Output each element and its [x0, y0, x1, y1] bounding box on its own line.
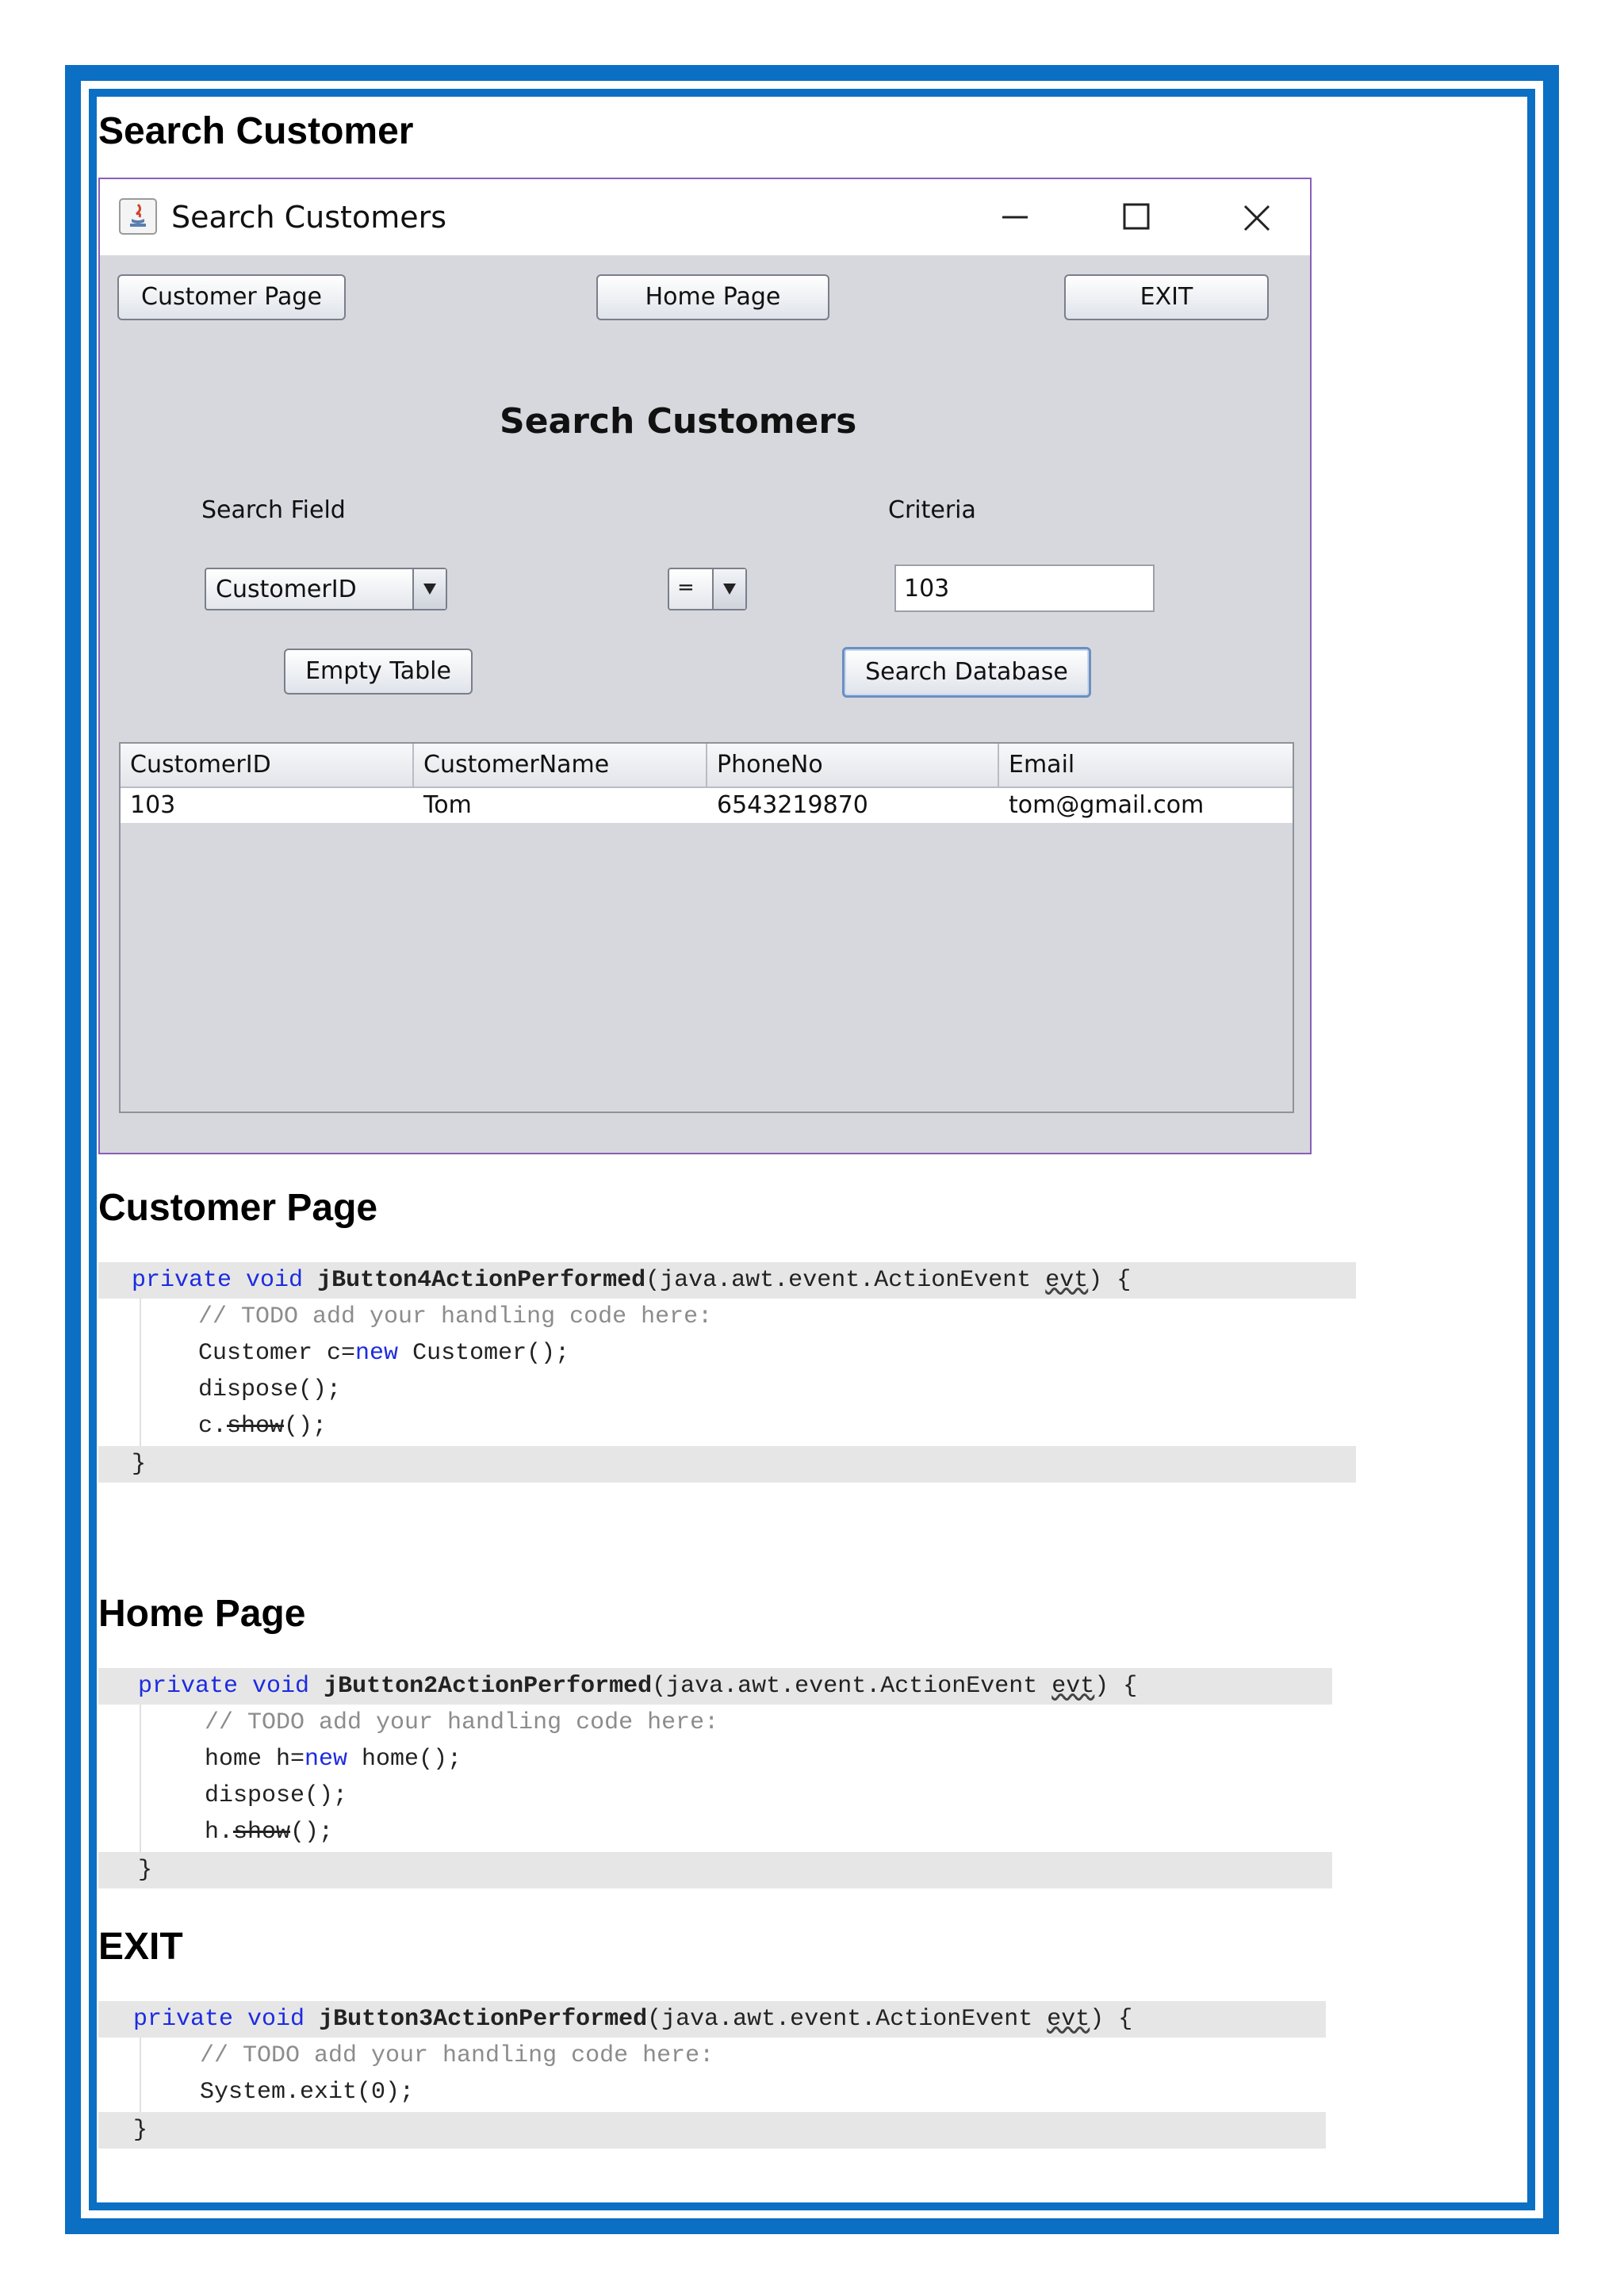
- empty-table-button[interactable]: Empty Table: [284, 649, 473, 695]
- operator-selected: =: [677, 576, 695, 599]
- search-customers-window: [98, 178, 1312, 1154]
- cell-customerid: 103: [130, 791, 176, 819]
- code-line: System.exit(0);: [200, 2079, 415, 2106]
- chevron-down-icon: [421, 580, 439, 598]
- chevron-down-icon: [721, 580, 738, 598]
- code-line: private void jButton2ActionPerformed(java.awt.event.ActionEvent evt) {: [138, 1673, 1138, 1700]
- code-line: }: [132, 1451, 147, 1478]
- operator-dropdown[interactable]: [668, 568, 747, 610]
- search-database-button[interactable]: Search Database: [842, 647, 1091, 698]
- search-field-selected: CustomerID: [216, 576, 357, 603]
- code-line: }: [133, 2117, 148, 2144]
- home-page-button[interactable]: Home Page: [596, 274, 829, 320]
- column-header-customername[interactable]: CustomerName: [414, 744, 707, 786]
- table-header: [121, 744, 1293, 788]
- code-line: dispose();: [205, 1782, 348, 1809]
- column-header-phoneno[interactable]: PhoneNo: [707, 744, 999, 786]
- cell-phoneno: 6543219870: [717, 791, 868, 819]
- cell-customername: Tom: [423, 791, 472, 819]
- code-block-exit: [98, 2001, 1326, 2149]
- dropdown-arrow[interactable]: [712, 569, 745, 609]
- criteria-label: Criteria: [888, 496, 976, 524]
- code-comment: // TODO add your handling code here:: [198, 1303, 713, 1330]
- code-block-home: [98, 1668, 1332, 1888]
- code-line: c.show();: [198, 1413, 327, 1440]
- code-line: Customer c=new Customer();: [198, 1340, 570, 1367]
- code-comment: // TODO add your handling code here:: [205, 1709, 719, 1736]
- code-line: home h=new home();: [205, 1746, 462, 1773]
- section-heading-home: Home Page: [98, 1593, 306, 1635]
- section-heading-customer: Customer Page: [98, 1187, 378, 1229]
- criteria-input[interactable]: [896, 566, 1153, 610]
- code-comment: // TODO add your handling code here:: [200, 2042, 714, 2069]
- results-table: [119, 742, 1294, 1113]
- table-row[interactable]: [121, 788, 1293, 823]
- column-header-email[interactable]: Email: [1009, 751, 1075, 779]
- search-field-label: Search Field: [201, 496, 346, 524]
- code-block-customer: [98, 1262, 1356, 1483]
- code-line: private void jButton3ActionPerformed(java.awt.event.ActionEvent evt) {: [133, 2006, 1133, 2033]
- form-heading: Search Customers: [500, 401, 857, 442]
- exit-button[interactable]: EXIT: [1064, 274, 1269, 320]
- search-field-dropdown[interactable]: [205, 568, 447, 610]
- code-line: dispose();: [198, 1376, 342, 1403]
- cell-email: tom@gmail.com: [1009, 791, 1205, 819]
- title-bar[interactable]: [100, 179, 1310, 255]
- section-heading-search: Search Customer: [98, 110, 414, 152]
- java-app-icon: [119, 198, 157, 235]
- window-title: Search Customers: [171, 200, 447, 235]
- customer-page-button[interactable]: Customer Page: [117, 274, 346, 320]
- section-heading-exit: EXIT: [98, 1926, 183, 1968]
- maximize-icon[interactable]: [1112, 193, 1159, 241]
- minimize-icon[interactable]: [991, 193, 1039, 241]
- criteria-field[interactable]: [894, 564, 1155, 612]
- dropdown-arrow[interactable]: [412, 569, 446, 609]
- code-line: h.show();: [205, 1819, 334, 1846]
- close-icon[interactable]: [1232, 193, 1280, 241]
- code-line: }: [138, 1857, 153, 1884]
- code-line: private void jButton4ActionPerformed(java.awt.event.ActionEvent evt) {: [132, 1267, 1132, 1294]
- column-header-customerid[interactable]: CustomerID: [121, 744, 414, 786]
